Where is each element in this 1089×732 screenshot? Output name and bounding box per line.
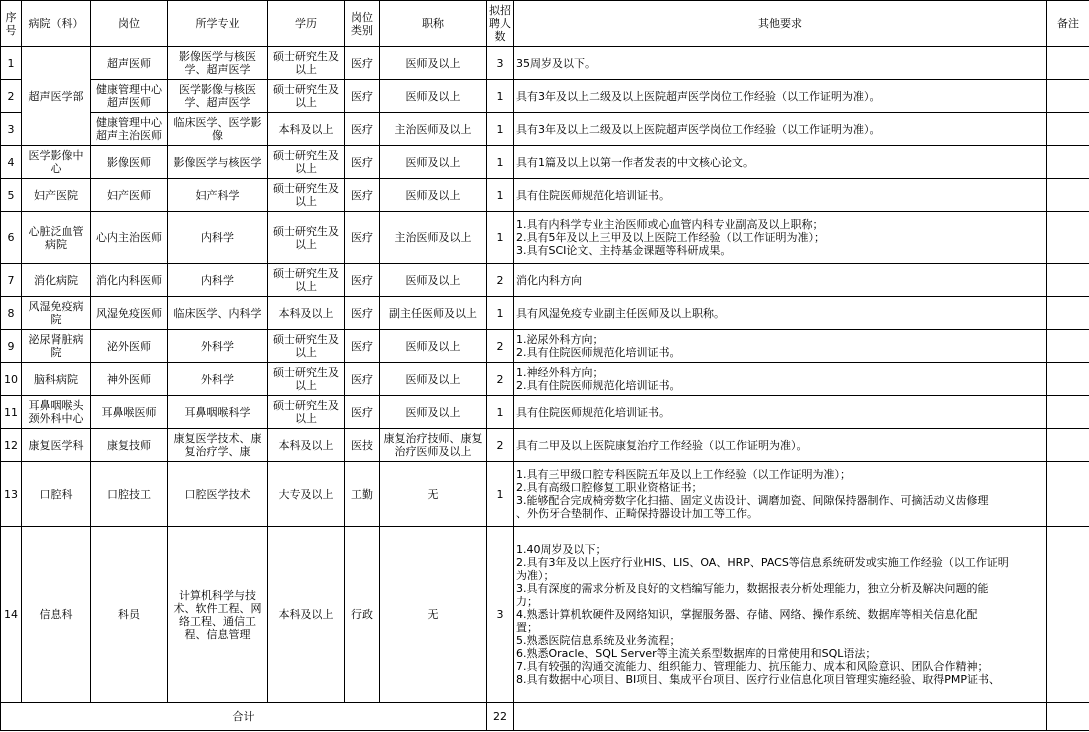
row-remark xyxy=(1047,179,1089,212)
requirement-line: 具有3年及以上二级及以上医院超声医学岗位工作经验（以工作证明为准）。 xyxy=(516,89,881,103)
requirement-line: 具有二甲及以上医院康复治疗工作经验（以工作证明为准）。 xyxy=(516,438,808,452)
requirement-line: 1.泌尿外科方向； xyxy=(516,333,604,346)
requirement-line: 35周岁及以下。 xyxy=(516,56,596,70)
header-row xyxy=(1,1,1089,47)
row-category: 医技 xyxy=(345,429,380,462)
row-edu: 本科及以上 xyxy=(268,113,345,146)
row-count: 1 xyxy=(487,297,514,330)
row-seq: 12 xyxy=(1,429,22,462)
requirement-line: 为准）； xyxy=(516,569,555,582)
row-requirements xyxy=(514,264,1047,297)
requirement-line: 3.能够配合完成椅旁数字化扫描、固定义齿设计、调磨加瓷、间隙保持器制作、可摘活动义齿修理 xyxy=(516,494,989,507)
row-category: 医疗 xyxy=(345,330,380,363)
row-title: 康复治疗技师、康复治疗医师及以上 xyxy=(380,429,487,462)
row-edu: 大专及以上 xyxy=(268,462,345,527)
requirement-line: 8.具有数据中心项目、BI项目、集成平台项目、医疗行业信息化项目管理实施经验、取得PMP证书、 xyxy=(516,673,1001,686)
row-post: 超声医师 xyxy=(91,47,168,80)
row-remark xyxy=(1047,363,1089,396)
row-category: 医疗 xyxy=(345,47,380,80)
row-count: 1 xyxy=(487,80,514,113)
row-count: 1 xyxy=(487,146,514,179)
row-title: 医师及以上 xyxy=(380,47,487,80)
requirement-line: 1.神经外科方向； xyxy=(516,366,604,379)
table-row xyxy=(1,264,1089,297)
row-title: 主治医师及以上 xyxy=(380,212,487,264)
row-edu: 硕士研究生及以上 xyxy=(268,80,345,113)
row-seq: 4 xyxy=(1,146,22,179)
row-requirements xyxy=(514,462,1047,527)
total-label: 合计 xyxy=(1,703,487,731)
row-seq: 5 xyxy=(1,179,22,212)
requirement-line: 3.具有深度的需求分析及良好的文档编写能力，数据报表分析处理能力，独立分析及解决问题的能 xyxy=(516,582,989,595)
row-count: 1 xyxy=(487,396,514,429)
row-requirements xyxy=(514,146,1047,179)
row-requirements xyxy=(514,429,1047,462)
row-major: 临床医学、医学影像 xyxy=(168,113,268,146)
row-remark xyxy=(1047,330,1089,363)
row-category: 医疗 xyxy=(345,179,380,212)
row-count: 1 xyxy=(487,212,514,264)
row-major: 临床医学、内科学 xyxy=(168,297,268,330)
row-major: 妇产科学 xyxy=(168,179,268,212)
row-remark xyxy=(1047,113,1089,146)
requirement-line: 7.具有较强的沟通交流能力、组织能力、管理能力、抗压能力、成本和风险意识、团队合作精神； xyxy=(516,660,989,673)
row-dept: 脑科病院 xyxy=(22,363,91,396)
row-major: 内科学 xyxy=(168,264,268,297)
requirement-line: 具有风湿免疫专业副主任医师及以上职称。 xyxy=(516,306,725,320)
row-category: 医疗 xyxy=(345,396,380,429)
row-title: 医师及以上 xyxy=(380,363,487,396)
row-edu: 本科及以上 xyxy=(268,429,345,462)
header-seq: 序号 xyxy=(1,1,22,47)
table-row xyxy=(1,429,1089,462)
row-edu: 硕士研究生及以上 xyxy=(268,146,345,179)
requirement-line: 置； xyxy=(516,621,538,634)
row-remark xyxy=(1047,146,1089,179)
row-remark xyxy=(1047,396,1089,429)
row-post: 神外医师 xyxy=(91,363,168,396)
row-post: 消化内科医师 xyxy=(91,264,168,297)
row-count: 1 xyxy=(487,113,514,146)
row-seq: 14 xyxy=(1,527,22,703)
header-category: 岗位类别 xyxy=(345,1,380,47)
header-edu: 学历 xyxy=(268,1,345,47)
row-post: 耳鼻喉医师 xyxy=(91,396,168,429)
row-major: 影像医学与核医学 xyxy=(168,146,268,179)
row-remark xyxy=(1047,527,1089,703)
row-edu: 硕士研究生及以上 xyxy=(268,212,345,264)
table-row xyxy=(1,80,1089,113)
header-count: 拟招聘人数 xyxy=(487,1,514,47)
row-post: 健康管理中心超声医师 xyxy=(91,80,168,113)
row-requirements xyxy=(514,363,1047,396)
header-title: 职称 xyxy=(380,1,487,47)
row-edu: 硕士研究生及以上 xyxy=(268,396,345,429)
row-seq: 13 xyxy=(1,462,22,527)
row-category: 医疗 xyxy=(345,363,380,396)
row-title: 无 xyxy=(380,462,487,527)
row-major: 外科学 xyxy=(168,363,268,396)
requirement-line: 2.具有住院医师规范化培训证书。 xyxy=(516,346,681,359)
row-count: 1 xyxy=(487,179,514,212)
row-title: 医师及以上 xyxy=(380,80,487,113)
row-seq: 1 xyxy=(1,47,22,80)
header-dept: 病院（科） xyxy=(22,1,91,47)
table-row xyxy=(1,462,1089,527)
row-requirements xyxy=(514,179,1047,212)
row-dept: 康复医学科 xyxy=(22,429,91,462)
row-category: 医疗 xyxy=(345,146,380,179)
row-edu: 硕士研究生及以上 xyxy=(268,179,345,212)
row-count: 2 xyxy=(487,363,514,396)
header-requirements: 其他要求 xyxy=(514,1,1047,47)
row-post: 心内主治医师 xyxy=(91,212,168,264)
row-edu: 硕士研究生及以上 xyxy=(268,264,345,297)
row-requirements xyxy=(514,330,1047,363)
row-seq: 10 xyxy=(1,363,22,396)
row-seq: 2 xyxy=(1,80,22,113)
row-title: 主治医师及以上 xyxy=(380,113,487,146)
row-requirements xyxy=(514,527,1047,703)
table-row xyxy=(1,113,1089,146)
row-title: 医师及以上 xyxy=(380,330,487,363)
row-count: 3 xyxy=(487,47,514,80)
requirement-line: 4.熟悉计算机软硬件及网络知识，掌握服务器、存储、网络、操作系统、数据库等相关信息化配 xyxy=(516,608,978,621)
row-dept: 泌尿肾脏病院 xyxy=(22,330,91,363)
row-count: 3 xyxy=(487,527,514,703)
row-seq: 8 xyxy=(1,297,22,330)
row-edu: 硕士研究生及以上 xyxy=(268,363,345,396)
table-row xyxy=(1,179,1089,212)
requirement-line: 具有住院医师规范化培训证书。 xyxy=(516,405,670,419)
row-major: 口腔医学技术 xyxy=(168,462,268,527)
row-remark xyxy=(1047,264,1089,297)
row-remark xyxy=(1047,297,1089,330)
row-post: 康复技师 xyxy=(91,429,168,462)
total-count: 22 xyxy=(487,703,514,731)
total-requirements-cell xyxy=(514,703,1047,731)
row-seq: 11 xyxy=(1,396,22,429)
header-major: 所学专业 xyxy=(168,1,268,47)
requirement-line: 具有3年及以上二级及以上医院超声医学岗位工作经验（以工作证明为准）。 xyxy=(516,122,881,136)
row-category: 工勤 xyxy=(345,462,380,527)
row-major: 影像医学与核医学、超声医学 xyxy=(168,47,268,80)
table-row xyxy=(1,297,1089,330)
table-row xyxy=(1,527,1089,703)
row-category: 行政 xyxy=(345,527,380,703)
requirement-line: 消化内科方向 xyxy=(516,273,582,287)
row-edu: 本科及以上 xyxy=(268,527,345,703)
requirement-line: 1.具有三甲级口腔专科医院五年及以上工作经验（以工作证明为准）； xyxy=(516,468,851,481)
row-dept: 心脏泛血管病院 xyxy=(22,212,91,264)
header-post: 岗位 xyxy=(91,1,168,47)
row-dept: 风湿免疫病院 xyxy=(22,297,91,330)
table-row xyxy=(1,212,1089,264)
row-seq: 3 xyxy=(1,113,22,146)
requirement-line: 1.具有内科学专业主治医师或心血管内科专业副高及以上职称； xyxy=(516,218,824,231)
requirement-line: 具有1篇及以上以第一作者发表的中文核心论文。 xyxy=(516,155,754,169)
row-dept: 超声医学部 xyxy=(22,47,91,146)
table-row xyxy=(1,47,1089,80)
row-count: 2 xyxy=(487,429,514,462)
total-remark-cell xyxy=(1047,703,1089,731)
row-major: 内科学 xyxy=(168,212,268,264)
row-major: 耳鼻咽喉科学 xyxy=(168,396,268,429)
row-requirements xyxy=(514,113,1047,146)
row-dept: 口腔科 xyxy=(22,462,91,527)
row-dept: 消化病院 xyxy=(22,264,91,297)
row-title: 医师及以上 xyxy=(380,146,487,179)
requirement-line: 2.具有5年及以上三甲及以上医院工作经验（以工作证明为准）； xyxy=(516,231,825,244)
row-count: 1 xyxy=(487,462,514,527)
row-major: 外科学 xyxy=(168,330,268,363)
row-title: 医师及以上 xyxy=(380,396,487,429)
row-post: 口腔技工 xyxy=(91,462,168,527)
row-title: 无 xyxy=(380,527,487,703)
row-count: 2 xyxy=(487,264,514,297)
table-row xyxy=(1,146,1089,179)
row-edu: 本科及以上 xyxy=(268,297,345,330)
table-row xyxy=(1,396,1089,429)
row-dept: 妇产医院 xyxy=(22,179,91,212)
row-dept: 医学影像中心 xyxy=(22,146,91,179)
row-seq: 7 xyxy=(1,264,22,297)
row-post: 风湿免疫医师 xyxy=(91,297,168,330)
requirement-line: 2.具有3年及以上医疗行业HIS、LIS、OA、HRP、PACS等信息系统研发或实施工作经验（以工作证明 xyxy=(516,556,1009,569)
row-title: 医师及以上 xyxy=(380,264,487,297)
row-title: 副主任医师及以上 xyxy=(380,297,487,330)
requirement-line: 3.具有SCI论文、主持基金课题等科研成果。 xyxy=(516,244,732,257)
total-row xyxy=(1,703,1089,731)
row-requirements xyxy=(514,396,1047,429)
row-major: 计算机科学与技术、软件工程、网络工程、通信工程、信息管理 xyxy=(168,527,268,703)
row-remark xyxy=(1047,80,1089,113)
requirement-line: 、外伤牙合垫制作、正畸保持器设计加工等工作。 xyxy=(516,507,758,520)
row-post: 健康管理中心超声主治医师 xyxy=(91,113,168,146)
row-requirements xyxy=(514,212,1047,264)
header-remark: 备注 xyxy=(1047,1,1089,47)
row-requirements xyxy=(514,80,1047,113)
row-remark xyxy=(1047,462,1089,527)
requirement-line: 5.熟悉医院信息系统及业务流程； xyxy=(516,634,681,647)
requirement-line: 具有住院医师规范化培训证书。 xyxy=(516,188,670,202)
requirement-line: 2.具有住院医师规范化培训证书。 xyxy=(516,379,681,392)
row-post: 妇产医师 xyxy=(91,179,168,212)
row-seq: 6 xyxy=(1,212,22,264)
row-category: 医疗 xyxy=(345,264,380,297)
row-category: 医疗 xyxy=(345,212,380,264)
row-category: 医疗 xyxy=(345,297,380,330)
row-remark xyxy=(1047,429,1089,462)
requirement-line: 力； xyxy=(516,595,538,608)
row-requirements xyxy=(514,47,1047,80)
requirement-line: 6.熟悉Oracle、SQL Server等主流关系型数据库的日常使用和SQL语法； xyxy=(516,647,877,660)
row-major: 医学影像与核医学、超声医学 xyxy=(168,80,268,113)
row-category: 医疗 xyxy=(345,113,380,146)
row-edu: 硕士研究生及以上 xyxy=(268,330,345,363)
row-remark xyxy=(1047,47,1089,80)
row-remark xyxy=(1047,212,1089,264)
table-row xyxy=(1,330,1089,363)
row-category: 医疗 xyxy=(345,80,380,113)
row-edu: 硕士研究生及以上 xyxy=(268,47,345,80)
row-major: 康复医学技术、康复治疗学、康 xyxy=(168,429,268,462)
row-title: 医师及以上 xyxy=(380,179,487,212)
row-dept: 信息科 xyxy=(22,527,91,703)
requirement-line: 2.具有高级口腔修复工职业资格证书； xyxy=(516,481,703,494)
table-row xyxy=(1,363,1089,396)
row-post: 影像医师 xyxy=(91,146,168,179)
row-post: 科员 xyxy=(91,527,168,703)
row-count: 2 xyxy=(487,330,514,363)
row-requirements xyxy=(514,297,1047,330)
requirement-line: 1.40周岁及以下； xyxy=(516,543,607,556)
row-dept: 耳鼻咽喉头颈外科中心 xyxy=(22,396,91,429)
row-seq: 9 xyxy=(1,330,22,363)
row-post: 泌外医师 xyxy=(91,330,168,363)
